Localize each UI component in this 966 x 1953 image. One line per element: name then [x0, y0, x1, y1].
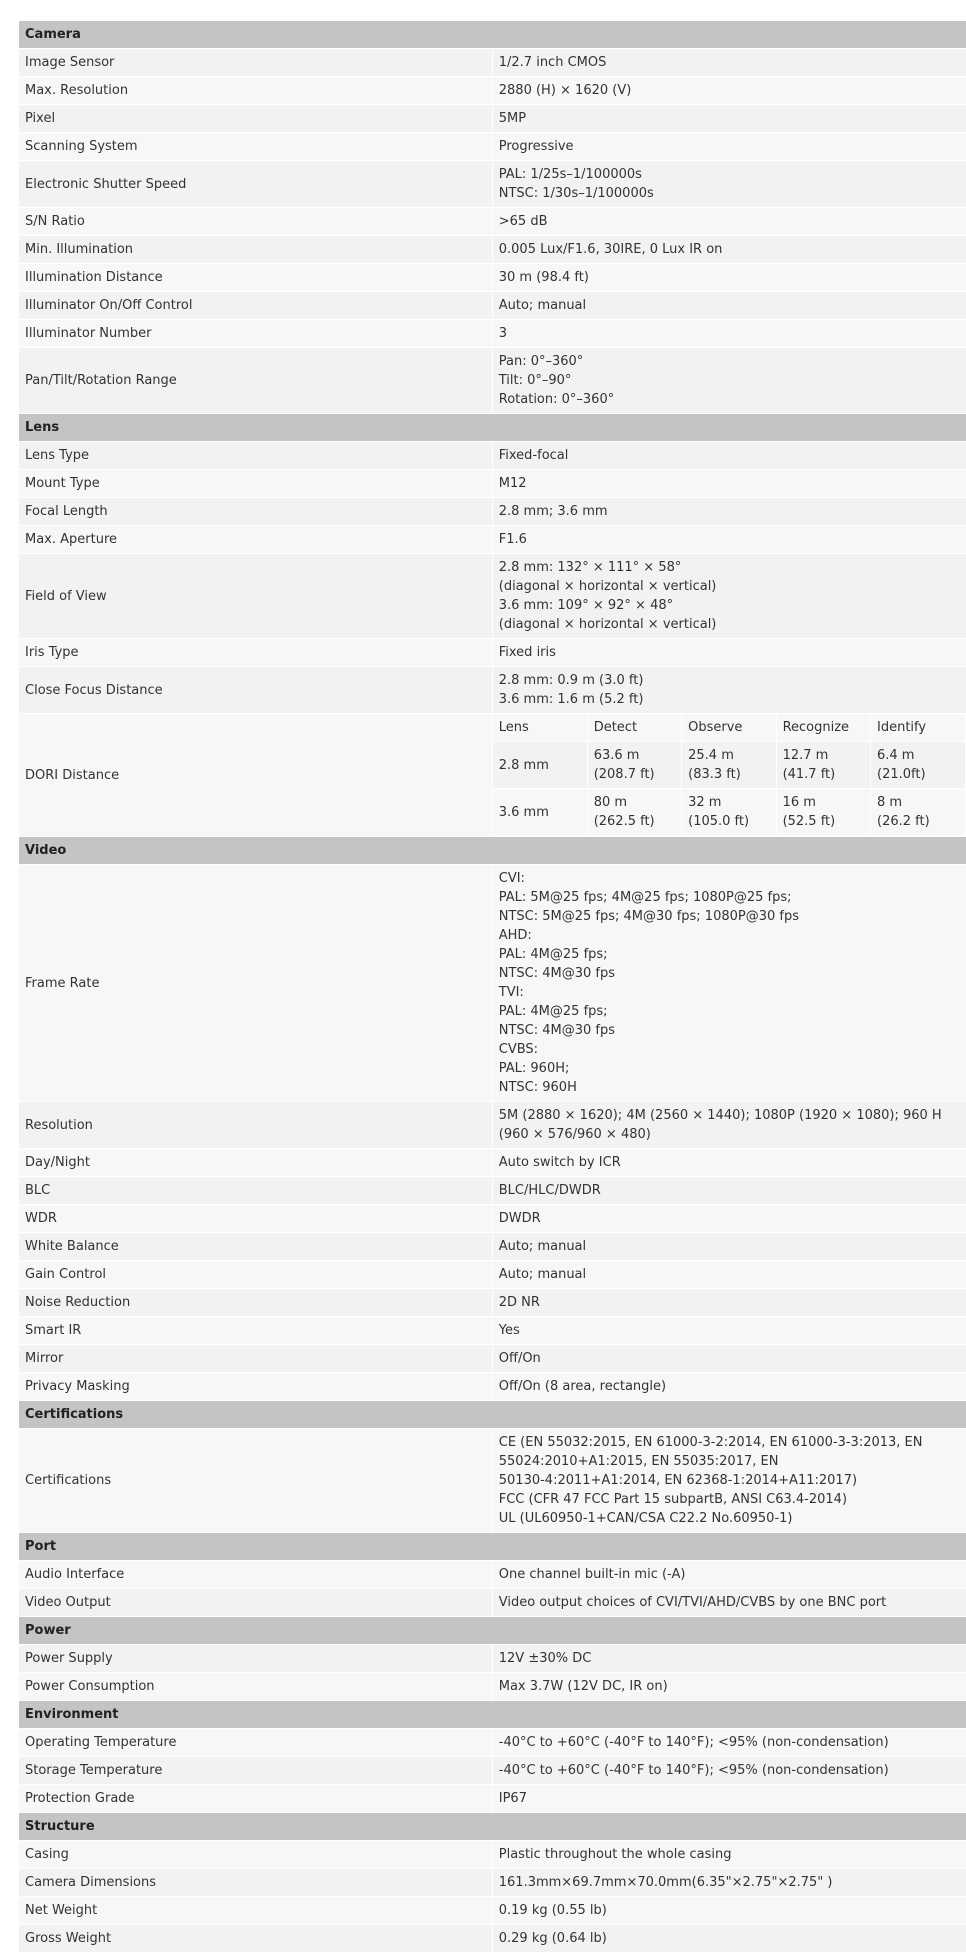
spec-value: [492, 208, 965, 236]
dori-cell-line: 8 m: [877, 795, 903, 810]
section-header-environment: [19, 1701, 966, 1729]
spec-value: [492, 1897, 965, 1925]
spec-value: [492, 667, 965, 714]
dori-header-recognize: Recognize: [776, 714, 870, 742]
spec-row-certifications: [19, 1429, 966, 1533]
spec-row-electronic-shutter-speed: [19, 161, 966, 208]
spec-value: [492, 1177, 965, 1205]
spec-label: Operating Temperature: [19, 1729, 492, 1757]
spec-value-line: 2.8 mm: 0.9 m (3.0 ft): [498, 673, 644, 688]
spec-value-line: NTSC: 4M@30 fps: [498, 1023, 616, 1038]
spec-value-line: Tilt: 0°–90°: [498, 373, 572, 388]
spec-row-operating-temperature: [19, 1729, 966, 1757]
spec-value-line: 2.8 mm: 132° × 111° × 58°: [498, 560, 682, 575]
spec-label: Gross Weight: [19, 1925, 492, 1953]
spec-label: White Balance: [19, 1233, 492, 1261]
dori-cell-line: 80 m: [593, 795, 628, 810]
spec-value-line: M12: [498, 476, 527, 491]
spec-label: Scanning System: [19, 133, 492, 161]
spec-value-line: NTSC: 4M@30 fps: [498, 966, 616, 981]
spec-table-body: [19, 21, 966, 1953]
dori-cell-line: (41.7 ft): [782, 767, 836, 782]
spec-value: [492, 442, 965, 470]
spec-row-max-resolution: [19, 77, 966, 105]
spec-row-casing: [19, 1841, 966, 1869]
spec-row-frame-rate: [19, 865, 966, 1102]
section-header-camera: [19, 21, 966, 49]
spec-value: [492, 161, 965, 208]
spec-row-dori-distance: [19, 714, 966, 837]
spec-value-line: Max 3.7W (12V DC, IR on): [498, 1679, 668, 1694]
dori-cell-line: (21.0ft): [877, 767, 926, 782]
spec-row-smart-ir: [19, 1317, 966, 1345]
spec-label: BLC: [19, 1177, 492, 1205]
spec-label: Casing: [19, 1841, 492, 1869]
spec-value-line: PAL: 4M@25 fps;: [498, 947, 608, 962]
spec-value-line: Off/On: [498, 1351, 541, 1366]
spec-label: Net Weight: [19, 1897, 492, 1925]
spec-value-line: 3.6 mm: 109° × 92° × 48°: [498, 598, 674, 613]
spec-value-line: AHD:: [498, 928, 532, 943]
spec-value-line: Video output choices of CVI/TVI/AHD/CVBS by one BNC port: [498, 1595, 887, 1610]
spec-row-gain-control: [19, 1261, 966, 1289]
spec-label: Privacy Masking: [19, 1373, 492, 1401]
spec-row-max-aperture: [19, 526, 966, 554]
spec-label: Max. Resolution: [19, 77, 492, 105]
dori-cell-line: 6.4 m: [877, 748, 915, 763]
spec-label: DORI Distance: [19, 714, 492, 837]
spec-value-line: F1.6: [498, 532, 527, 547]
spec-value: [492, 1102, 965, 1149]
spec-value-line: IP67: [498, 1791, 527, 1806]
spec-label: Lens Type: [19, 442, 492, 470]
spec-value: [492, 1149, 965, 1177]
spec-row-protection-grade: [19, 1785, 966, 1813]
spec-value-line: Auto; manual: [498, 1239, 587, 1254]
spec-value: [492, 105, 965, 133]
spec-row-mount-type: [19, 470, 966, 498]
spec-value-line: 2.8 mm; 3.6 mm: [498, 504, 608, 519]
spec-row-iris-type: [19, 639, 966, 667]
section-title: Lens: [19, 414, 966, 442]
spec-value: [492, 1841, 965, 1869]
spec-table: [19, 21, 966, 1953]
spec-value-line: 3.6 mm: 1.6 m (5.2 ft): [498, 692, 644, 707]
spec-row-blc: [19, 1177, 966, 1205]
spec-row-pan-tilt-rotation-range: [19, 348, 966, 414]
dori-header-row: [493, 714, 965, 742]
spec-label: Power Consumption: [19, 1673, 492, 1701]
dori-cell-line: (83.3 ft): [688, 767, 741, 782]
spec-row-storage-temperature: [19, 1757, 966, 1785]
spec-value: [492, 1757, 965, 1785]
spec-row-audio-interface: [19, 1561, 966, 1589]
spec-value: [492, 1589, 965, 1617]
dori-cell-lens: [493, 789, 587, 836]
spec-value-line: NTSC: 1/30s–1/100000s: [498, 186, 654, 201]
dori-header-detect: Detect: [587, 714, 681, 742]
dori-cell-line: (105.0 ft): [688, 814, 750, 829]
spec-label: Iris Type: [19, 639, 492, 667]
spec-value-line: Off/On (8 area, rectangle): [498, 1379, 667, 1394]
spec-row-illuminator-number: [19, 320, 966, 348]
dori-table: [493, 714, 965, 836]
spec-value: [492, 470, 965, 498]
spec-value: [492, 264, 965, 292]
spec-label: Illuminator Number: [19, 320, 492, 348]
spec-value: [492, 1317, 965, 1345]
spec-value: [492, 526, 965, 554]
section-header-power: [19, 1617, 966, 1645]
spec-value: [492, 320, 965, 348]
spec-value: [492, 1673, 965, 1701]
dori-cell-line: 16 m: [782, 795, 816, 810]
spec-value: [492, 1645, 965, 1673]
section-title: Certifications: [19, 1401, 966, 1429]
spec-label: Protection Grade: [19, 1785, 492, 1813]
section-title: Video: [19, 837, 966, 865]
spec-value: [492, 77, 965, 105]
section-header-certifications: [19, 1401, 966, 1429]
spec-value-line: CVI:: [498, 871, 525, 886]
dori-cell-detect: [587, 742, 681, 789]
spec-row-power-consumption: [19, 1673, 966, 1701]
spec-value-line: Yes: [498, 1323, 520, 1338]
dori-cell-line: (52.5 ft): [782, 814, 836, 829]
spec-value: [492, 236, 965, 264]
spec-value-line: PAL: 5M@25 fps; 4M@25 fps; 1080P@25 fps;: [498, 890, 792, 905]
dori-cell-identify: [871, 742, 966, 789]
dori-cell-line: 63.6 m (208.7 ft): [593, 748, 655, 782]
section-title: Port: [19, 1533, 966, 1561]
spec-label: Smart IR: [19, 1317, 492, 1345]
spec-row-white-balance: [19, 1233, 966, 1261]
spec-value: [492, 1233, 965, 1261]
spec-row-camera-dimensions: [19, 1869, 966, 1897]
spec-value-line: >65 dB: [498, 214, 548, 229]
spec-row-video-output: [19, 1589, 966, 1617]
spec-value-line: Auto; manual: [498, 1267, 587, 1282]
dori-table-cell: [492, 714, 965, 837]
spec-value: [492, 1345, 965, 1373]
spec-value: [492, 1373, 965, 1401]
spec-value-line: Auto; manual: [498, 298, 587, 313]
dori-cell-line: 25.4 m: [688, 748, 734, 763]
spec-row-day-night: [19, 1149, 966, 1177]
spec-value-line: PAL: 4M@25 fps;: [498, 1004, 608, 1019]
spec-value-line: -40°C to +60°C (-40°F to 140°F); <95% (non-condensation): [498, 1763, 889, 1778]
spec-row-scanning-system: [19, 133, 966, 161]
spec-value-line: FCC (CFR 47 FCC Part 15 subpartB, ANSI C63.4-2014): [498, 1492, 848, 1507]
spec-label: Illumination Distance: [19, 264, 492, 292]
spec-label: Noise Reduction: [19, 1289, 492, 1317]
spec-value: [492, 1561, 965, 1589]
spec-row-focal-length: [19, 498, 966, 526]
spec-value-line: (diagonal × horizontal × vertical): [498, 617, 717, 632]
spec-value-line: 1/2.7 inch CMOS: [498, 55, 607, 70]
spec-row-gross-weight: [19, 1925, 966, 1953]
spec-value-line: TVI:: [498, 985, 524, 1000]
spec-row-illuminator-on-off-control: [19, 292, 966, 320]
section-header-lens: [19, 414, 966, 442]
spec-label: Storage Temperature: [19, 1757, 492, 1785]
spec-row-resolution: [19, 1102, 966, 1149]
spec-row-field-of-view: [19, 554, 966, 639]
spec-label: Power Supply: [19, 1645, 492, 1673]
spec-label: Gain Control: [19, 1261, 492, 1289]
spec-value-line: Fixed iris: [498, 645, 556, 660]
spec-value: [492, 1261, 965, 1289]
spec-value-line: Rotation: 0°–360°: [498, 392, 615, 407]
spec-row-pixel: [19, 105, 966, 133]
spec-row-wdr: [19, 1205, 966, 1233]
spec-value: [492, 498, 965, 526]
spec-value-line: CE (EN 55032:2015, EN 61000-3-2:2014, EN 61000-3-3:2013, EN 55024:2010+A1:2015, EN 55035:2017, EN: [498, 1435, 923, 1469]
spec-value-line: 0.005 Lux/F1.6, 30IRE, 0 Lux IR on: [498, 242, 723, 257]
spec-value: [492, 1785, 965, 1813]
spec-row-lens-type: [19, 442, 966, 470]
spec-value-line: 0.29 kg (0.64 lb): [498, 1931, 607, 1946]
section-title: Environment: [19, 1701, 966, 1729]
spec-value-line: 3: [498, 326, 508, 341]
spec-label: Mount Type: [19, 470, 492, 498]
spec-value-line: 161.3mm×69.7mm×70.0mm(6.35"×2.75"×2.75" ): [498, 1875, 833, 1890]
spec-label: Mirror: [19, 1345, 492, 1373]
spec-row-noise-reduction: [19, 1289, 966, 1317]
dori-row: [493, 742, 965, 789]
spec-value: [492, 1429, 965, 1533]
spec-value: [492, 1729, 965, 1757]
spec-label: Electronic Shutter Speed: [19, 161, 492, 208]
spec-label: Camera Dimensions: [19, 1869, 492, 1897]
spec-row-s-n-ratio: [19, 208, 966, 236]
spec-value-line: NTSC: 960H: [498, 1080, 577, 1095]
section-header-structure: [19, 1813, 966, 1841]
spec-row-privacy-masking: [19, 1373, 966, 1401]
spec-row-mirror: [19, 1345, 966, 1373]
spec-value-line: Pan: 0°–360°: [498, 354, 584, 369]
spec-value-line: 30 m (98.4 ft): [498, 270, 589, 285]
spec-label: Max. Aperture: [19, 526, 492, 554]
spec-value-line: 5M (2880 × 1620); 4M (2560 × 1440); 1080P (1920 × 1080); 960 H (960 × 576/960 × 480): [498, 1108, 942, 1142]
section-header-port: [19, 1533, 966, 1561]
spec-value-line: 12V ±30% DC: [498, 1651, 592, 1666]
spec-label: Image Sensor: [19, 49, 492, 77]
spec-value-line: Plastic throughout the whole casing: [498, 1847, 732, 1862]
spec-row-close-focus-distance: [19, 667, 966, 714]
section-title: Camera: [19, 21, 966, 49]
spec-label: S/N Ratio: [19, 208, 492, 236]
spec-label: Min. Illumination: [19, 236, 492, 264]
spec-value-line: 2880 (H) × 1620 (V): [498, 83, 632, 98]
spec-value-line: Fixed-focal: [498, 448, 569, 463]
spec-label: Certifications: [19, 1429, 492, 1533]
spec-value-line: 2D NR: [498, 1295, 540, 1310]
spec-value-line: One channel built-in mic (-A): [498, 1567, 686, 1582]
dori-cell-detect: [587, 789, 681, 836]
spec-value: [492, 1925, 965, 1953]
spec-value-line: Progressive: [498, 139, 574, 154]
spec-value-line: CVBS:: [498, 1042, 539, 1057]
spec-value: [492, 133, 965, 161]
spec-row-image-sensor: [19, 49, 966, 77]
spec-label: Pixel: [19, 105, 492, 133]
dori-header-identify: Identify: [871, 714, 966, 742]
dori-cell-recognize: [776, 789, 870, 836]
dori-cell-lens: [493, 742, 587, 789]
dori-row: [493, 789, 965, 836]
dori-cell-line: 2.8 mm: [498, 757, 549, 773]
spec-label: Audio Interface: [19, 1561, 492, 1589]
spec-value: [492, 292, 965, 320]
spec-value: [492, 639, 965, 667]
spec-label: Illuminator On/Off Control: [19, 292, 492, 320]
spec-value-line: -40°C to +60°C (-40°F to 140°F); <95% (non-condensation): [498, 1735, 889, 1750]
section-header-video: [19, 837, 966, 865]
dori-header-lens: Lens: [493, 714, 587, 742]
dori-cell-line: 3.6 mm: [498, 804, 549, 820]
dori-cell-identify: [871, 789, 966, 836]
spec-value-line: UL (UL60950-1+CAN/CSA C22.2 No.60950-1): [498, 1511, 793, 1526]
spec-label: WDR: [19, 1205, 492, 1233]
spec-value-line: 5MP: [498, 111, 527, 126]
spec-label: Frame Rate: [19, 865, 492, 1102]
spec-value-line: Auto switch by ICR: [498, 1155, 621, 1170]
spec-row-illumination-distance: [19, 264, 966, 292]
dori-cell-line: 12.7 m: [782, 748, 829, 763]
spec-value: [492, 1205, 965, 1233]
spec-label: Focal Length: [19, 498, 492, 526]
spec-value-line: BLC/HLC/DWDR: [498, 1183, 601, 1198]
spec-label: Video Output: [19, 1589, 492, 1617]
section-title: Power: [19, 1617, 966, 1645]
spec-value: [492, 49, 965, 77]
spec-value-line: 50130-4:2011+A1:2014, EN 62368-1:2014+A11:2017): [498, 1473, 858, 1488]
dori-cell-observe: [682, 789, 776, 836]
dori-cell-observe: [682, 742, 776, 789]
spec-value: [492, 1289, 965, 1317]
dori-cell-line: (262.5 ft): [593, 814, 655, 829]
spec-row-net-weight: [19, 1897, 966, 1925]
spec-value: [492, 1869, 965, 1897]
spec-label: Resolution: [19, 1102, 492, 1149]
spec-value-line: NTSC: 5M@25 fps; 4M@30 fps; 1080P@30 fps: [498, 909, 800, 924]
dori-cell-line: 32 m: [688, 795, 722, 810]
spec-value-line: PAL: 1/25s–1/100000s: [498, 167, 642, 182]
spec-value-line: (diagonal × horizontal × vertical): [498, 579, 717, 594]
spec-label: Day/Night: [19, 1149, 492, 1177]
spec-value-line: 0.19 kg (0.55 lb): [498, 1903, 607, 1918]
dori-cell-line: (26.2 ft): [877, 814, 930, 829]
spec-label: Close Focus Distance: [19, 667, 492, 714]
spec-row-power-supply: [19, 1645, 966, 1673]
spec-label: Pan/Tilt/Rotation Range: [19, 348, 492, 414]
spec-value: [492, 865, 965, 1102]
spec-value-line: PAL: 960H;: [498, 1061, 570, 1076]
section-title: Structure: [19, 1813, 966, 1841]
dori-cell-recognize: [776, 742, 870, 789]
spec-label: Field of View: [19, 554, 492, 639]
dori-header-observe: Observe: [682, 714, 776, 742]
spec-value-line: DWDR: [498, 1211, 541, 1226]
spec-value: [492, 348, 965, 414]
spec-value: [492, 554, 965, 639]
spec-row-min-illumination: [19, 236, 966, 264]
